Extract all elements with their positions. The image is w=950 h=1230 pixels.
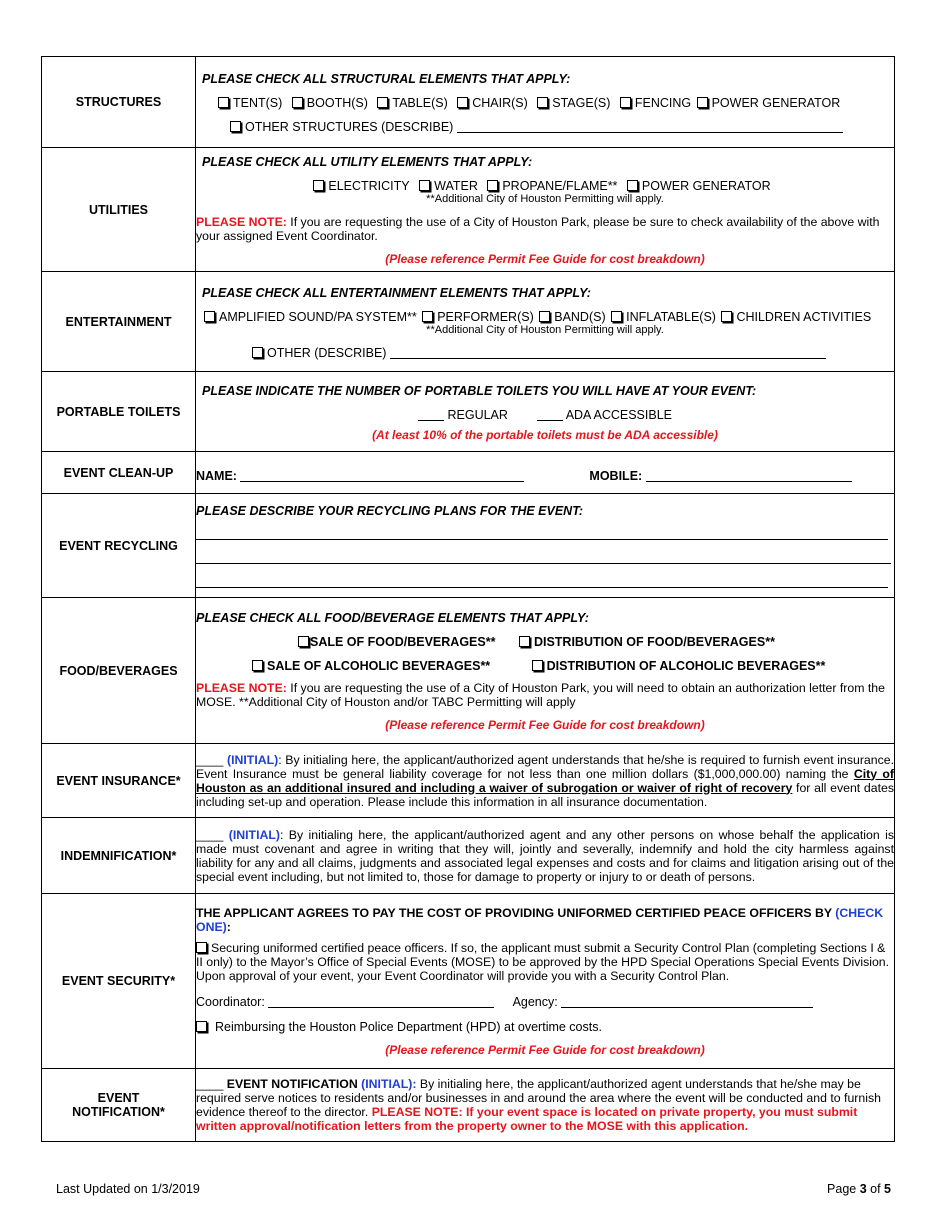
security-contacts xyxy=(196,995,894,1009)
security-option-2: Reimbursing the Houston Police Department (HPD) at overtime costs. xyxy=(196,1020,894,1034)
food-options-1 xyxy=(298,635,894,649)
indemnification-text: ____ (INITIAL): By initialing here, the applicant/authorized agent and any other persons on whose behalf the application is made must covenant and agree in writing that they will, jointly and severally, indemnify and hold the city harmless against liability for any and all claims, judgments and associated legal expenses and costs and for claims and litigation arising out of the special event including, but not limited to, those for damage to property or injury to or death of persons. xyxy=(196,827,894,884)
food-fee-ref: (Please reference Permit Fee Guide for cost breakdown) xyxy=(385,718,705,732)
cleanup-label: EVENT CLEAN-UP xyxy=(42,452,196,494)
option-amplified-sound[interactable]: AMPLIFIED SOUND/PA SYSTEM** xyxy=(204,310,417,324)
security-option-1: Securing uniformed certified peace officers. If so, the applicant must submit a Security Control Plan (completing Sections I & II only) to the Mayor’s Office of Special Events (MOSE) to be approved by the HPD Special Operations Special Events Division. Upon approval of your event, your Event Coordinator will provide you with a Security Control Plan. xyxy=(196,940,890,983)
security-label: EVENT SECURITY* xyxy=(42,894,196,1069)
option-tents[interactable]: TENT(S) xyxy=(218,96,282,110)
entertainment-label: ENTERTAINMENT xyxy=(42,272,196,372)
utilities-options xyxy=(196,179,894,205)
checkbox-icon[interactable] xyxy=(519,636,530,647)
recycling-line-3[interactable] xyxy=(196,586,888,588)
insurance-text: ____ (INITIAL): By initialing here, the applicant/authorized agent understands that he/she is required to furnish event insurance. Event Insurance must be general liability coverage for not less than one million dollars ($1,000,000.00) naming the City of Houston as an additional insured and including a waiver of subrogation or waiver of right of recovery for all event dates including set-up and operation. Please include this information in all insurance documentation. xyxy=(196,752,894,809)
regular-label: REGULAR xyxy=(447,407,508,422)
other-structures-input[interactable] xyxy=(457,121,843,133)
cleanup-fields xyxy=(196,463,894,483)
structures-label: STRUCTURES xyxy=(42,57,196,148)
option-distribution-alcohol[interactable]: DISTRIBUTION OF ALCOHOLIC BEVERAGES** xyxy=(532,659,826,673)
option-booths[interactable]: BOOTH(S) xyxy=(292,96,368,110)
notification-row xyxy=(42,1069,895,1142)
checkbox-icon[interactable] xyxy=(196,1021,207,1032)
security-row xyxy=(42,894,895,1069)
checkbox-icon[interactable] xyxy=(487,180,498,191)
cleanup-row xyxy=(42,452,895,494)
security-fee-ref: (Please reference Permit Fee Guide for cost breakdown) xyxy=(385,1042,705,1057)
structures-other: OTHER STRUCTURES (DESCRIBE) xyxy=(230,120,894,134)
entertainment-row xyxy=(42,272,895,372)
insurance-initial-input[interactable]: ____ xyxy=(196,752,224,767)
insurance-content xyxy=(196,744,895,818)
toilets-counts xyxy=(196,408,894,422)
structures-heading: PLEASE CHECK ALL STRUCTURAL ELEMENTS THAT APPLY: xyxy=(202,72,571,86)
indemnification-initial-input[interactable]: ____ xyxy=(196,827,224,842)
toilets-label: PORTABLE TOILETS xyxy=(42,372,196,452)
checkbox-icon[interactable] xyxy=(532,660,543,671)
option-water[interactable]: WATER xyxy=(419,179,478,193)
insurance-label: EVENT INSURANCE* xyxy=(42,744,196,818)
checkbox-icon[interactable] xyxy=(457,97,468,108)
checkbox-icon[interactable] xyxy=(422,311,433,322)
checkbox-icon[interactable] xyxy=(252,347,263,358)
recycling-content xyxy=(196,494,895,598)
food-row xyxy=(42,598,895,744)
entertainment-permit-note: **Additional City of Houston Permitting will apply. xyxy=(426,323,664,336)
agency-input[interactable] xyxy=(561,996,813,1008)
option-power-generator[interactable]: POWER GENERATOR xyxy=(627,179,771,193)
utilities-fee-ref: (Please reference Permit Fee Guide for cost breakdown) xyxy=(385,252,705,266)
structures-content xyxy=(196,57,895,148)
coordinator-input[interactable] xyxy=(268,996,494,1008)
option-distribution-food[interactable]: DISTRIBUTION OF FOOD/BEVERAGES** xyxy=(519,635,775,649)
option-tables[interactable]: TABLE(S) xyxy=(377,96,447,110)
food-content xyxy=(196,598,895,744)
notification-label: EVENT NOTIFICATION* xyxy=(42,1069,196,1142)
utilities-permit-note: **Additional City of Houston Permitting will apply. xyxy=(426,193,664,205)
regular-count-input[interactable] xyxy=(418,409,444,421)
toilets-content xyxy=(196,372,895,452)
indemnification-content xyxy=(196,818,895,894)
agency-label: Agency: xyxy=(512,994,558,1009)
footer-last-updated: Last Updated on 1/3/2019 xyxy=(56,1182,200,1196)
option-sale-alcohol[interactable]: SALE OF ALCOHOLIC BEVERAGES** xyxy=(252,659,490,673)
other-entertainment-input[interactable] xyxy=(390,347,826,359)
food-options-2 xyxy=(252,659,894,673)
toilets-heading: PLEASE INDICATE THE NUMBER OF PORTABLE TOILETS YOU WILL HAVE AT YOUR EVENT: xyxy=(202,383,757,398)
utilities-heading: PLEASE CHECK ALL UTILITY ELEMENTS THAT APPLY: xyxy=(202,155,533,169)
option-inflatables[interactable]: INFLATABLE(S) xyxy=(611,310,716,324)
checkbox-icon[interactable] xyxy=(539,311,550,322)
checkbox-icon[interactable] xyxy=(298,636,309,647)
entertainment-heading: PLEASE CHECK ALL ENTERTAINMENT ELEMENTS THAT APPLY: xyxy=(202,285,591,300)
checkbox-icon[interactable] xyxy=(611,311,622,322)
checkbox-icon[interactable] xyxy=(721,311,732,322)
name-label: NAME: xyxy=(196,468,237,483)
ada-label: ADA ACCESSIBLE xyxy=(565,407,672,422)
entertainment-options xyxy=(204,310,894,324)
utilities-note: PLEASE NOTE: If you are requesting the use of a City of Houston Park, please be sure to check availability of the above with your assigned Event Coordinator. xyxy=(196,215,880,243)
option-power-generator[interactable]: POWER GENERATOR xyxy=(697,96,841,110)
option-fencing[interactable]: FENCING xyxy=(620,96,691,110)
option-bands[interactable]: BAND(S) xyxy=(539,310,605,324)
name-input[interactable] xyxy=(240,470,524,482)
indemnification-row xyxy=(42,818,895,894)
recycling-heading: PLEASE DESCRIBE YOUR RECYCLING PLANS FOR THE EVENT: xyxy=(196,504,584,518)
food-heading: PLEASE CHECK ALL FOOD/BEVERAGE ELEMENTS THAT APPLY: xyxy=(196,611,589,625)
option-sale-food[interactable]: SALE OF FOOD/BEVERAGES** xyxy=(298,635,495,649)
checkbox-icon[interactable] xyxy=(419,180,430,191)
checkbox-icon[interactable] xyxy=(377,97,388,108)
entertainment-content xyxy=(196,272,895,372)
checkbox-icon[interactable] xyxy=(697,97,708,108)
checkbox-icon[interactable] xyxy=(218,97,229,108)
toilets-note: (At least 10% of the portable toilets must be ADA accessible) xyxy=(372,427,718,442)
mobile-input[interactable] xyxy=(646,470,852,482)
option-stages[interactable]: STAGE(S) xyxy=(537,96,610,110)
option-performers[interactable]: PERFORMER(S) xyxy=(422,310,534,324)
option-electricity[interactable]: ELECTRICITY xyxy=(313,179,409,193)
coordinator-label: Coordinator: xyxy=(196,994,265,1009)
entertainment-other: OTHER (DESCRIBE) xyxy=(252,346,894,360)
checkbox-icon[interactable] xyxy=(292,97,303,108)
notification-initial-input[interactable]: ____ xyxy=(196,1077,224,1091)
insurance-row xyxy=(42,744,895,818)
permit-form-table xyxy=(41,56,895,1142)
security-content xyxy=(196,894,895,1069)
recycling-row xyxy=(42,494,895,598)
recycling-label: EVENT RECYCLING xyxy=(42,494,196,598)
food-note: PLEASE NOTE: If you are requesting the use of a City of Houston Park, you will need to obtain an authorization letter from the MOSE. **Additional City of Houston and/or TABC Permitting will apply xyxy=(196,681,885,709)
toilets-row xyxy=(42,372,895,452)
recycling-line-2[interactable] xyxy=(196,562,891,564)
footer-page-number: Page 3 of 5 xyxy=(827,1182,891,1196)
checkbox-icon[interactable] xyxy=(252,660,263,671)
security-heading: THE APPLICANT AGREES TO PAY THE COST OF PROVIDING UNIFORMED CERTIFIED PEACE OFFICERS BY (CHECK ONE): xyxy=(196,905,884,934)
recycling-line-1[interactable] xyxy=(196,538,888,540)
checkbox-icon[interactable] xyxy=(313,180,324,191)
notification-content xyxy=(196,1069,895,1142)
notification-text: ____ EVENT NOTIFICATION (INITIAL): By initialing here, the applicant/authorized agent understands that he/she may be required serve notices to residents and/or businesses in and around the area where the event will be conducted and to furnish evidence thereof to the director. PLEASE NOTE: If your event space is located on private property, you must submit written approval/notification letters from the property owner to the MOSE with this application. xyxy=(196,1077,881,1133)
checkbox-icon[interactable] xyxy=(204,311,215,322)
structures-options xyxy=(218,96,894,110)
utilities-label: UTILITIES xyxy=(42,148,196,272)
checkbox-icon[interactable] xyxy=(196,942,207,953)
utilities-content xyxy=(196,148,895,272)
utilities-row xyxy=(42,148,895,272)
checkbox-icon[interactable] xyxy=(620,97,631,108)
mobile-label: MOBILE: xyxy=(589,468,643,483)
food-label: FOOD/BEVERAGES xyxy=(42,598,196,744)
structures-row xyxy=(42,57,895,148)
checkbox-icon[interactable] xyxy=(230,121,241,132)
cleanup-content xyxy=(196,452,895,494)
checkbox-icon[interactable] xyxy=(537,97,548,108)
ada-count-input[interactable] xyxy=(537,409,563,421)
indemnification-label: INDEMNIFICATION* xyxy=(42,818,196,894)
option-propane[interactable]: PROPANE/FLAME** xyxy=(487,179,617,193)
option-children-activities[interactable]: CHILDREN ACTIVITIES xyxy=(721,310,871,324)
checkbox-icon[interactable] xyxy=(627,180,638,191)
option-chairs[interactable]: CHAIR(S) xyxy=(457,96,528,110)
